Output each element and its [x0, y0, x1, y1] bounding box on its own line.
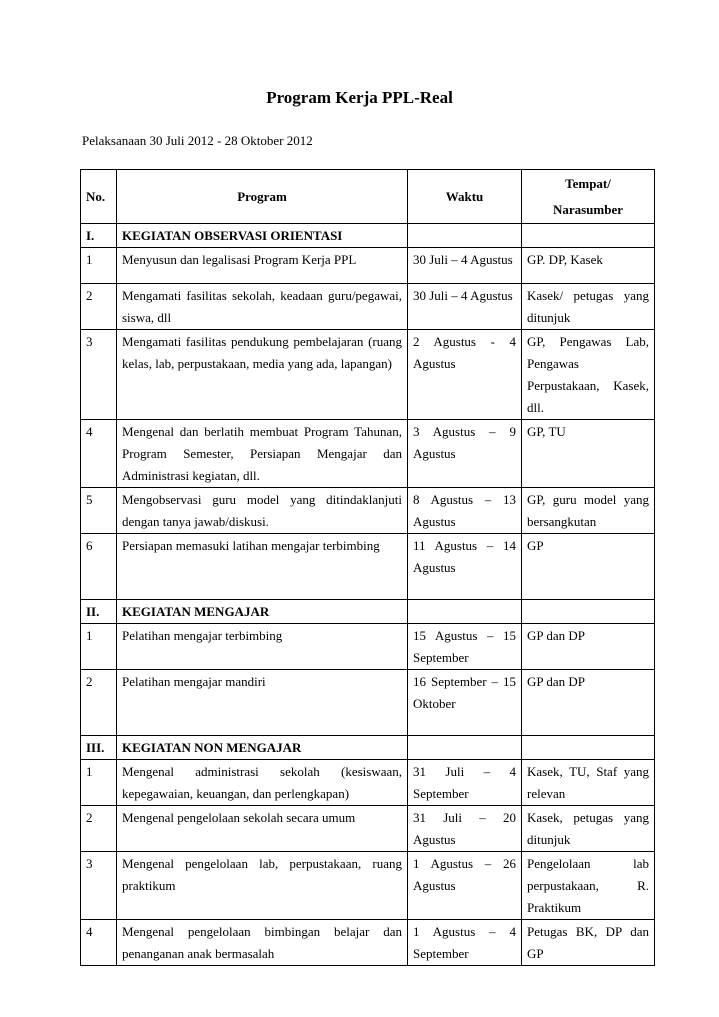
- cell-no: 6: [81, 534, 117, 600]
- table-row: [81, 488, 655, 534]
- table-row: [81, 284, 655, 330]
- table-row: [81, 248, 655, 284]
- cell-program: Mengenal pengelolaan bimbingan belajar dan penanganan anak bermasalah: [117, 920, 408, 966]
- cell-no: 4: [81, 920, 117, 966]
- section-no: III.: [81, 736, 117, 760]
- section-title: KEGIATAN MENGAJAR: [117, 600, 408, 624]
- cell-tempat: Kasek, TU, Staf yang relevan: [522, 760, 655, 806]
- header-no: No.: [81, 170, 117, 224]
- program-table: [80, 169, 655, 966]
- cell-tempat: GP dan DP: [522, 670, 655, 736]
- table-row: [81, 624, 655, 670]
- section-tempat-empty: [522, 736, 655, 760]
- cell-no: 1: [81, 248, 117, 284]
- table-header-row: [81, 170, 655, 224]
- cell-waktu: 11 Agustus – 14 Agustus: [408, 534, 522, 600]
- cell-no: 3: [81, 330, 117, 420]
- table-row: [81, 534, 655, 600]
- table-row: [81, 330, 655, 420]
- header-tempat-line1: Tempat/: [565, 176, 611, 191]
- section-waktu-empty: [408, 600, 522, 624]
- cell-no: 2: [81, 806, 117, 852]
- cell-waktu: 30 Juli – 4 Agustus: [408, 248, 522, 284]
- cell-no: 3: [81, 852, 117, 920]
- cell-waktu: 30 Juli – 4 Agustus: [408, 284, 522, 330]
- section-no: II.: [81, 600, 117, 624]
- cell-waktu: 1 Agustus – 4 September: [408, 920, 522, 966]
- cell-program: Mengobservasi guru model yang ditindaklanjuti dengan tanya jawab/diskusi.: [117, 488, 408, 534]
- cell-tempat: GP, Pengawas Lab, Pengawas Perpustakaan, Kasek, dll.: [522, 330, 655, 420]
- section-waktu-empty: [408, 224, 522, 248]
- cell-no: 2: [81, 670, 117, 736]
- table-row: [81, 420, 655, 488]
- page-title: Program Kerja PPL-Real: [266, 88, 453, 107]
- table-body: [81, 224, 655, 966]
- table-row: [81, 760, 655, 806]
- cell-waktu: 1 Agustus – 26 Agustus: [408, 852, 522, 920]
- table-row: [81, 852, 655, 920]
- page-subtitle: Pelaksanaan 30 Juli 2012 - 28 Oktober 2012: [82, 133, 313, 148]
- section-row: [81, 224, 655, 248]
- cell-no: 1: [81, 760, 117, 806]
- section-title: KEGIATAN NON MENGAJAR: [117, 736, 408, 760]
- header-tempat-line2: Narasumber: [552, 202, 624, 217]
- cell-program: Mengamati fasilitas pendukung pembelajaran (ruang kelas, lab, perpustakaan, media yang ada, lapangan): [117, 330, 408, 420]
- cell-waktu: 31 Juli – 4 September: [408, 760, 522, 806]
- section-tempat-empty: [522, 600, 655, 624]
- cell-waktu: 3 Agustus – 9 Agustus: [408, 420, 522, 488]
- cell-tempat: GP dan DP: [522, 624, 655, 670]
- cell-no: 4: [81, 420, 117, 488]
- cell-waktu: 8 Agustus – 13 Agustus: [408, 488, 522, 534]
- cell-tempat: GP. DP, Kasek: [522, 248, 655, 284]
- cell-program: Persiapan memasuki latihan mengajar terbimbing: [117, 534, 408, 600]
- cell-waktu: 31 Juli – 20 Agustus: [408, 806, 522, 852]
- table-row: [81, 670, 655, 736]
- cell-no: 2: [81, 284, 117, 330]
- section-tempat-empty: [522, 224, 655, 248]
- section-no: I.: [81, 224, 117, 248]
- cell-tempat: GP, TU: [522, 420, 655, 488]
- cell-tempat: Kasek/ petugas yang ditunjuk: [522, 284, 655, 330]
- cell-tempat: Kasek, petugas yang ditunjuk: [522, 806, 655, 852]
- cell-waktu: 16 September – 15 Oktober: [408, 670, 522, 736]
- cell-program: Mengenal pengelolaan lab, perpustakaan, ruang praktikum: [117, 852, 408, 920]
- cell-tempat: GP, guru model yang bersangkutan: [522, 488, 655, 534]
- section-row: [81, 736, 655, 760]
- cell-program: Pelatihan mengajar mandiri: [117, 670, 408, 736]
- cell-no: 5: [81, 488, 117, 534]
- table-row: [81, 806, 655, 852]
- cell-program: Menyusun dan legalisasi Program Kerja PPL: [117, 248, 408, 284]
- cell-program: Pelatihan mengajar terbimbing: [117, 624, 408, 670]
- cell-program: Mengenal administrasi sekolah (kesiswaan, kepegawaian, keuangan, dan perlengkapan): [117, 760, 408, 806]
- section-waktu-empty: [408, 736, 522, 760]
- section-row: [81, 600, 655, 624]
- section-title: KEGIATAN OBSERVASI ORIENTASI: [117, 224, 408, 248]
- header-program: Program: [117, 170, 408, 224]
- cell-waktu: 15 Agustus – 15 September: [408, 624, 522, 670]
- cell-tempat: Pengelolaan lab perpustakaan, R. Praktikum: [522, 852, 655, 920]
- cell-program: Mengenal pengelolaan sekolah secara umum: [117, 806, 408, 852]
- cell-tempat: GP: [522, 534, 655, 600]
- table-row: [81, 920, 655, 966]
- cell-program: Mengamati fasilitas sekolah, keadaan guru/pegawai, siswa, dll: [117, 284, 408, 330]
- header-tempat: [522, 170, 655, 224]
- cell-no: 1: [81, 624, 117, 670]
- header-waktu: Waktu: [408, 170, 522, 224]
- cell-waktu: 2 Agustus - 4 Agustus: [408, 330, 522, 420]
- cell-tempat: Petugas BK, DP dan GP: [522, 920, 655, 966]
- cell-program: Mengenal dan berlatih membuat Program Tahunan, Program Semester, Persiapan Mengajar dan Administrasi kegiatan, dll.: [117, 420, 408, 488]
